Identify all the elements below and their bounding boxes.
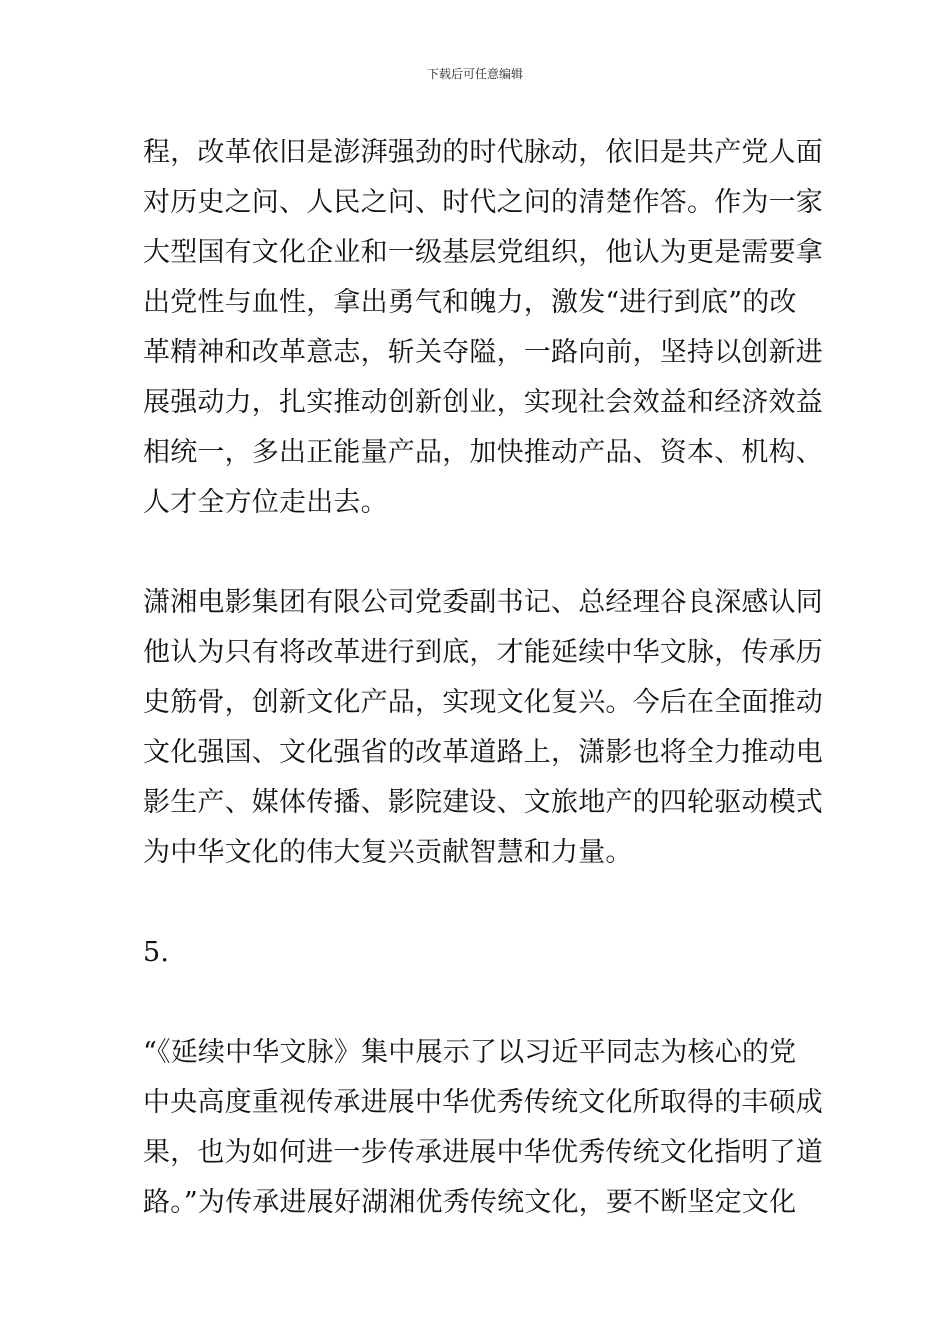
paragraph-spacer: [143, 878, 813, 928]
document-body: [143, 128, 823, 1228]
text-line: 大型国有文化企业和一级基层党组织，他认为更是需要拿: [143, 237, 823, 268]
text-line: 他认为只有将改革进行到底，才能延续中华文脉，传承历: [143, 637, 823, 668]
paragraph-spacer: [143, 978, 813, 1028]
text-line: 中央高度重视传承进展中华优秀传统文化所取得的丰硕成: [143, 1087, 823, 1118]
text-line: 潇湘电影集团有限公司党委副书记、总经理谷良深感认同: [143, 587, 823, 618]
text-line: 5.: [143, 937, 170, 968]
text-line: 文化强国、文化强省的改革道路上，潇影也将全力推动电: [143, 737, 823, 768]
text-line: 相统一，多出正能量产品，加快推动产品、资本、机构、: [143, 437, 823, 468]
text-line: 为中华文化的伟大复兴贡献智慧和力量。: [143, 837, 633, 868]
text-line: 人才全方位走出去。: [143, 487, 388, 518]
text-line: “《延续中华文脉》集中展示了以习近平同志为核心的党: [143, 1037, 797, 1068]
text-line: 影生产、媒体传播、影院建设、文旅地产的四轮驱动模式: [143, 787, 823, 818]
text-line: 路。”为传承进展好湖湘优秀传统文化，要不断坚定文化: [143, 1187, 797, 1218]
text-line: 革精神和改革意志，斩关夺隘，一路向前，坚持以创新进: [143, 337, 823, 368]
text-line: 对历史之问、人民之问、时代之问的清楚作答。作为一家: [143, 187, 823, 218]
page-header: 下载后可任意编辑: [426, 67, 523, 81]
paragraph: [143, 128, 823, 528]
paragraph: [143, 578, 823, 878]
text-line: 展强动力，扎实推动创新创业，实现社会效益和经济效益: [143, 387, 823, 418]
text-line: 出党性与血性，拿出勇气和魄力，激发“进行到底”的改: [143, 287, 797, 318]
paragraph: [143, 1028, 823, 1228]
paragraph-spacer: [143, 528, 813, 578]
text-line: 果，也为如何进一步传承进展中华优秀传统文化指明了道: [143, 1137, 823, 1168]
text-line: 史筋骨，创新文化产品，实现文化复兴。今后在全面推动: [143, 687, 823, 718]
section-number: [143, 928, 813, 978]
text-line: 程，改革依旧是澎湃强劲的时代脉动，依旧是共产党人面: [143, 137, 823, 168]
